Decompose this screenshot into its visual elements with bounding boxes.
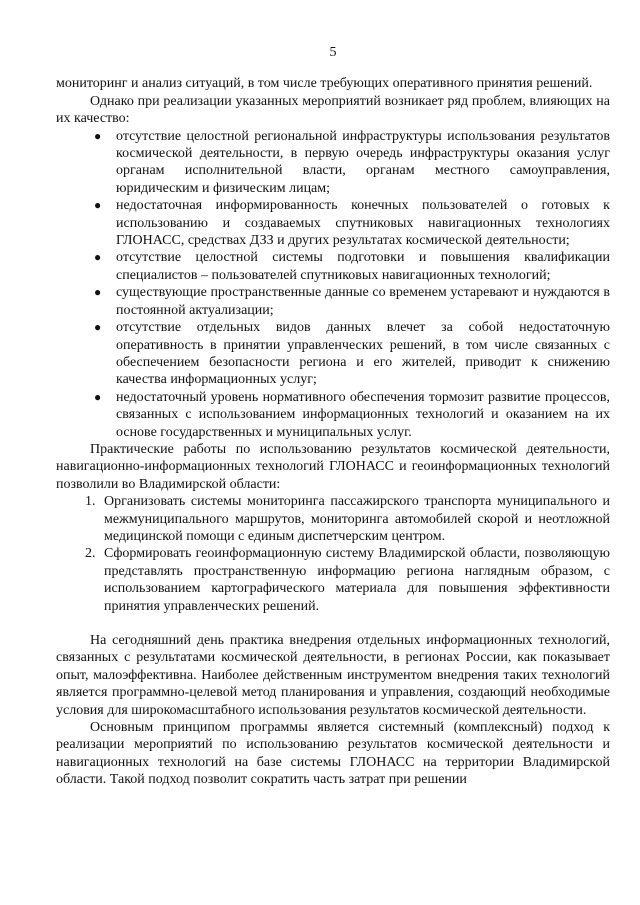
paragraph-spacer xyxy=(56,615,610,632)
paragraph-intro: мониторинг и анализ ситуаций, в том числе требующих оперативного принятия решений. xyxy=(56,76,593,92)
list-item xyxy=(94,284,610,319)
list-item-text: недостаточный уровень нормативного обеспечения тормозит развитие процессов, связанных с использованием информационных технологий и оказанием на их основе государственных и муниципальных услуг. xyxy=(116,389,610,440)
paragraph-principle: Основным принципом программы является системный (комплексный) подход к реализации мероприятий по использованию результатов космической деятельности и навигационных технологий на базе системы ГЛОНАСС на территории Владимирской области. Такой подход позволит сократить часть затрат при решении xyxy=(56,720,610,788)
list-item xyxy=(94,197,610,249)
item-number: 2. xyxy=(85,546,96,562)
list-item xyxy=(94,249,610,284)
list-item-text: существующие пространственные данные со временем устаревают и нуждаются в постоянной актуализации; xyxy=(116,285,610,318)
list-item-text: отсутствие отдельных видов данных влечет за собой недостаточную оперативность в принятии управленческих решений, в том числе связанных с обеспечением безопасности региона и его жителей, приводит к снижению качества информационных услуг; xyxy=(116,320,610,388)
list-item-text: Сформировать геоинформационную систему Владимирской области, позволяющую представлять пространственную информацию региона наглядным образом, с использованием картографического материала для повышения эффективности принятия управленческих решений. xyxy=(104,546,610,614)
paragraph-problems: Однако при реализации указанных мероприятий возникает ряд проблем, влияющих на их качество: xyxy=(56,93,610,127)
problems-list xyxy=(56,128,610,441)
bullet-icon: ● xyxy=(94,320,102,335)
paragraph-practical: Практические работы по использованию результатов космической деятельности, навигационно-информационных технологий ГЛОНАСС и геоинформационных технологий позволили во Владимирской области: xyxy=(56,441,610,492)
list-item-text: отсутствие целостной региональной инфраструктуры использования результатов космической деятельности, в первую очередь инфраструктуры оказания услуг органам исполнительной власти, органам местного самоуправления, юридическим и физическим лицам; xyxy=(116,128,610,196)
list-item-text: недостаточная информированность конечных пользователей о готовых к использованию и создаваемых спутниковых навигационных технологиях ГЛОНАСС, средствах ДЗЗ и других результатах космической деятельности; xyxy=(116,198,610,249)
results-list xyxy=(56,493,610,615)
page-number: 5 xyxy=(329,45,337,60)
document-page xyxy=(56,44,610,789)
list-item-text: отсутствие целостной системы подготовки и повышения квалификации специалистов – пользователей спутниковых навигационных технологий; xyxy=(116,250,610,283)
list-item xyxy=(94,319,610,389)
list-item xyxy=(85,545,610,615)
bullet-icon: ● xyxy=(94,128,102,143)
bullet-icon: ● xyxy=(94,198,102,213)
item-number: 1. xyxy=(85,494,96,510)
bullet-icon: ● xyxy=(94,389,102,404)
list-item-text: Организовать системы мониторинга пассажирского транспорта муниципального и межмуниципального маршрутов, мониторинга автомобилей скорой и неотложной медицинской помощи с единым диспетчерским центром. xyxy=(104,494,610,544)
bullet-icon: ● xyxy=(94,285,102,300)
bullet-icon: ● xyxy=(94,250,102,265)
list-item xyxy=(94,128,610,198)
paragraph-today: На сегодняшний день практика внедрения отдельных информационных технологий, связанных с результатами космической деятельности, в регионах России, как показывает опыт, малоэффективна. Наиболее действенным инструментом внедрения таких технологий является программно-целевой метод планирования и управления, создающий необходимые условия для широкомасштабного использования результатов космической деятельности. xyxy=(56,633,610,718)
list-item xyxy=(85,493,610,545)
list-item xyxy=(94,389,610,441)
